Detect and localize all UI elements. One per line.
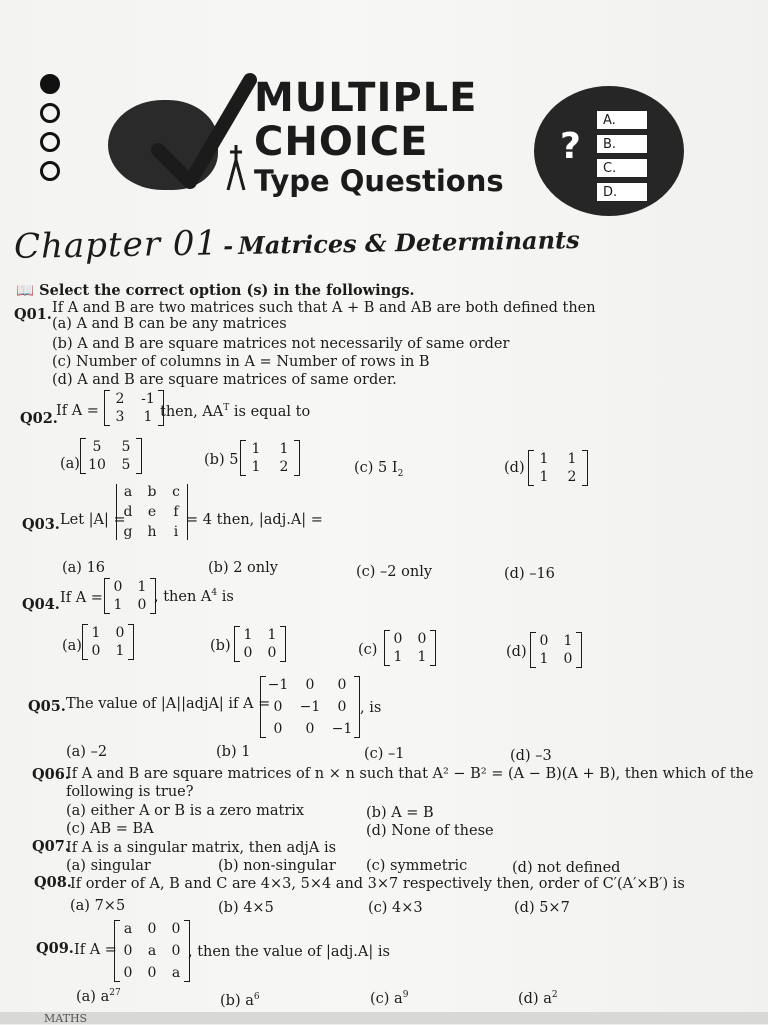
q04-number: Q04. <box>22 596 60 613</box>
matrix-cell: 0 <box>393 631 403 647</box>
matrix-cell: 0 <box>305 677 315 693</box>
matrix-cell: 2 <box>567 469 577 485</box>
q08-option-a[interactable]: (a) 7×5 <box>70 898 126 914</box>
det-cell: i <box>173 524 179 540</box>
matrix-cell: 0 <box>337 699 347 715</box>
q01-option-b: (b) A and B are square matrices not necessarily of same order <box>52 336 510 352</box>
q05-number: Q05. <box>28 698 66 715</box>
q05-option-d[interactable]: (d) –3 <box>510 748 552 764</box>
q02-option-d-matrix[interactable] <box>528 450 588 486</box>
header-title-line3: Type Questions <box>254 164 504 198</box>
option-tag-c: C. <box>596 158 648 178</box>
q05-option-a[interactable]: (a) –2 <box>66 744 108 760</box>
matrix-cell: 5 <box>121 439 131 455</box>
q02-tail-end: is equal to <box>233 403 311 420</box>
matrix-cell: 1 <box>539 469 549 485</box>
q07-option-a[interactable]: (a) singular <box>66 858 151 874</box>
q01-option-a: (a) A and B can be any matrices <box>52 316 287 332</box>
question-mark-icon: ? <box>560 126 581 167</box>
matrix-cell: 0 <box>115 625 125 641</box>
matrix-cell: 1 <box>539 651 549 667</box>
header-title-line2: CHOICE <box>254 119 429 165</box>
q02-lead: If A = <box>56 403 99 419</box>
matrix-cell: 1 <box>393 649 403 665</box>
q08-option-d[interactable]: (d) 5×7 <box>514 900 570 916</box>
chapter-subtitle: Matrices & Determinants <box>238 225 580 261</box>
det-cell: e <box>147 504 157 520</box>
q07-text: If A is a singular matrix, then adjA is <box>66 840 337 856</box>
header-title-line1: MULTIPLE <box>254 75 478 121</box>
q04-option-d-matrix[interactable] <box>530 632 582 668</box>
matrix-cell: 0 <box>123 965 133 981</box>
q09-option-b-sup: 6 <box>253 992 260 1002</box>
matrix-cell: 0 <box>171 943 181 959</box>
q08-text: If order of A, B and C are 4×3, 5×4 and 3×7 respectively then, order of C′(A′×B′) is <box>70 876 685 892</box>
option-tag-b: B. <box>596 134 648 154</box>
q09-option-b-text: (b) a <box>220 992 254 1009</box>
q02-number: Q02. <box>20 410 58 427</box>
det-cell: b <box>147 484 157 500</box>
footer-strip <box>0 1012 768 1024</box>
matrix-cell: 2 <box>279 459 289 475</box>
matrix-cell: 1 <box>243 627 253 643</box>
det-cell: a <box>123 484 133 500</box>
matrix-cell: 1 <box>143 409 153 425</box>
q05-text: The value of |A||adjA| if A = <box>66 696 271 712</box>
matrix-cell: −1 <box>267 677 289 693</box>
q03-determinant <box>116 484 188 540</box>
matrix-cell: 1 <box>251 441 261 457</box>
option-tag-d: D. <box>596 182 648 202</box>
q09-lead: If A = <box>74 942 117 958</box>
filled-dot-icon <box>40 74 60 94</box>
q09-option-d-sup: 2 <box>551 990 558 1000</box>
matrix-cell: 0 <box>539 633 549 649</box>
q09-tail: , then the value of |adj.A| is <box>188 944 390 960</box>
q03-option-b[interactable]: (b) 2 only <box>208 560 278 576</box>
matrix-cell: 1 <box>137 579 147 595</box>
matrix-cell: 0 <box>123 943 133 959</box>
matrix-cell: 0 <box>137 597 147 613</box>
matrix-cell: a <box>171 965 181 981</box>
q06-text-line2: following is true? <box>66 784 194 800</box>
q09-option-a[interactable] <box>76 988 121 1005</box>
matrix-cell: 2 <box>115 391 125 407</box>
q04-matrix <box>104 578 156 614</box>
matrix-cell: 1 <box>417 649 427 665</box>
matrix-cell: 1 <box>115 643 125 659</box>
q01-number: Q01. <box>14 306 52 323</box>
matrix-cell: a <box>147 943 157 959</box>
q09-option-c-sup: 9 <box>402 990 409 1000</box>
matrix-cell: a <box>123 921 133 937</box>
footer-label: MATHS <box>44 1012 88 1025</box>
q05-matrix <box>260 676 360 738</box>
q03-option-d[interactable]: (d) –16 <box>504 566 555 582</box>
q07-number: Q07. <box>32 838 70 855</box>
q06-number: Q06. <box>32 766 70 783</box>
matrix-cell: 0 <box>417 631 427 647</box>
q02-tail-text: then, AA <box>160 403 224 420</box>
matrix-cell: 0 <box>243 645 253 661</box>
det-cell: d <box>123 504 133 520</box>
q03-option-c[interactable]: (c) –2 only <box>356 564 433 580</box>
det-cell: g <box>123 524 133 540</box>
matrix-cell: 0 <box>337 677 347 693</box>
q08-number: Q08. <box>34 874 72 891</box>
det-cell: f <box>173 504 179 520</box>
matrix-cell: 5 <box>121 457 131 473</box>
matrix-cell: 0 <box>273 721 283 737</box>
matrix-cell: 0 <box>305 721 315 737</box>
chapter-heading <box>14 217 580 267</box>
matrix-cell: 1 <box>113 597 123 613</box>
q09-option-d-text: (d) a <box>518 990 552 1007</box>
q09-option-c[interactable] <box>370 990 408 1007</box>
checkmark-icon <box>150 70 260 200</box>
q04-tail-text: , then A <box>154 588 212 605</box>
q04-option-c-label: (c) <box>358 642 378 658</box>
matrix-cell: 1 <box>91 625 101 641</box>
q07-option-c[interactable]: (c) symmetric <box>366 858 468 874</box>
matrix-cell: 1 <box>539 451 549 467</box>
matrix-cell: 0 <box>273 699 283 715</box>
q08-option-b[interactable]: (b) 4×5 <box>218 900 274 916</box>
q02-option-a-label: (a) <box>60 456 80 472</box>
q04-tail-end: is <box>221 588 234 605</box>
q01-text: If A and B are two matrices such that A + B and AB are both defined then <box>52 300 596 316</box>
matrix-cell: 0 <box>113 579 123 595</box>
instruction <box>16 282 415 299</box>
q03-number: Q03. <box>22 516 60 533</box>
q06-option-a[interactable]: (a) either A or B is a zero matrix <box>66 803 305 819</box>
matrix-cell: 1 <box>267 627 277 643</box>
q05-tail: , is <box>360 700 382 716</box>
matrix-cell: 10 <box>88 457 106 473</box>
matrix-cell: 1 <box>279 441 289 457</box>
matrix-cell: 1 <box>567 451 577 467</box>
q04-option-c-matrix[interactable] <box>384 630 436 666</box>
hollow-dot-icon <box>40 103 60 123</box>
matrix-cell: 0 <box>147 921 157 937</box>
q02-option-c-text: (c) 5 I <box>354 460 398 476</box>
q04-tail <box>154 588 234 605</box>
q02-tail <box>160 403 310 420</box>
q08-option-c[interactable]: (c) 4×3 <box>368 900 423 916</box>
q02-option-d-label: (d) <box>504 460 525 476</box>
q01-option-c: (c) Number of columns in A = Number of rows in B <box>52 354 430 370</box>
q02-option-c[interactable] <box>354 460 403 479</box>
q02-option-b-label: (b) 5 <box>204 452 239 468</box>
det-cell: h <box>147 524 157 540</box>
q07-option-d[interactable]: (d) not defined <box>512 860 621 876</box>
q04-option-d-label: (d) <box>506 644 527 660</box>
q05-option-c[interactable]: (c) –1 <box>364 746 405 762</box>
q04-option-b-matrix[interactable] <box>234 626 286 662</box>
q06-option-d[interactable]: (d) None of these <box>366 823 494 839</box>
q04-option-a-label: (a) <box>62 638 82 654</box>
decorative-dots <box>40 74 60 190</box>
option-tag-a: A. <box>596 110 648 130</box>
matrix-cell: 1 <box>563 633 573 649</box>
matrix-cell: −1 <box>299 699 321 715</box>
matrix-cell: 0 <box>267 645 277 661</box>
matrix-cell: 0 <box>147 965 157 981</box>
q02-option-c-sub: 2 <box>397 468 404 479</box>
q04-option-a-matrix[interactable] <box>82 624 134 660</box>
chapter-dash: - <box>222 231 234 261</box>
q09-option-a-sup: 27 <box>109 988 121 998</box>
q02-matrix <box>104 390 164 426</box>
q09-matrix <box>114 920 190 982</box>
q09-option-d[interactable] <box>518 990 558 1007</box>
book-icon: 📖 <box>16 282 35 299</box>
instruction-text: Select the correct option (s) in the followings. <box>39 282 415 299</box>
chapter-title: Chapter 01 <box>13 223 219 267</box>
q09-number: Q09. <box>36 940 74 957</box>
q03-tail: = 4 then, |adj.A| = <box>186 512 323 528</box>
hollow-dot-icon <box>40 161 60 181</box>
matrix-cell: 1 <box>251 459 261 475</box>
q02-option-b-matrix[interactable] <box>240 440 300 476</box>
q09-option-a-text: (a) a <box>76 988 110 1005</box>
q09-option-b[interactable] <box>220 992 260 1009</box>
matrix-cell: 5 <box>92 439 102 455</box>
q04-option-b-label: (b) <box>210 638 231 654</box>
q02-tail-sup: T <box>223 403 230 413</box>
q04-tail-sup: 4 <box>211 588 218 598</box>
q05-option-b[interactable]: (b) 1 <box>216 744 251 760</box>
q06-option-c[interactable]: (c) AB = BA <box>66 821 154 837</box>
matrix-cell: 3 <box>115 409 125 425</box>
matrix-cell: −1 <box>331 721 353 737</box>
q07-option-b[interactable]: (b) non-singular <box>218 858 336 874</box>
q04-lead: If A = <box>60 590 103 606</box>
q03-lead: Let |A| = <box>60 512 126 528</box>
q06-text: If A and B are square matrices of n × n such that A² − B² = (A − B)(A + B), then which of the <box>66 766 754 782</box>
matrix-cell: 0 <box>91 643 101 659</box>
q02-option-a-matrix[interactable] <box>80 438 142 474</box>
q03-option-a[interactable]: (a) 16 <box>62 560 106 576</box>
q09-option-c-text: (c) a <box>370 990 403 1007</box>
q06-option-b[interactable]: (b) A = B <box>366 805 434 821</box>
q01-option-d: (d) A and B are square matrices of same order. <box>52 372 397 388</box>
hollow-dot-icon <box>40 132 60 152</box>
matrix-cell: 0 <box>171 921 181 937</box>
matrix-cell: -1 <box>141 391 155 407</box>
det-cell: c <box>172 484 180 500</box>
matrix-cell: 0 <box>563 651 573 667</box>
